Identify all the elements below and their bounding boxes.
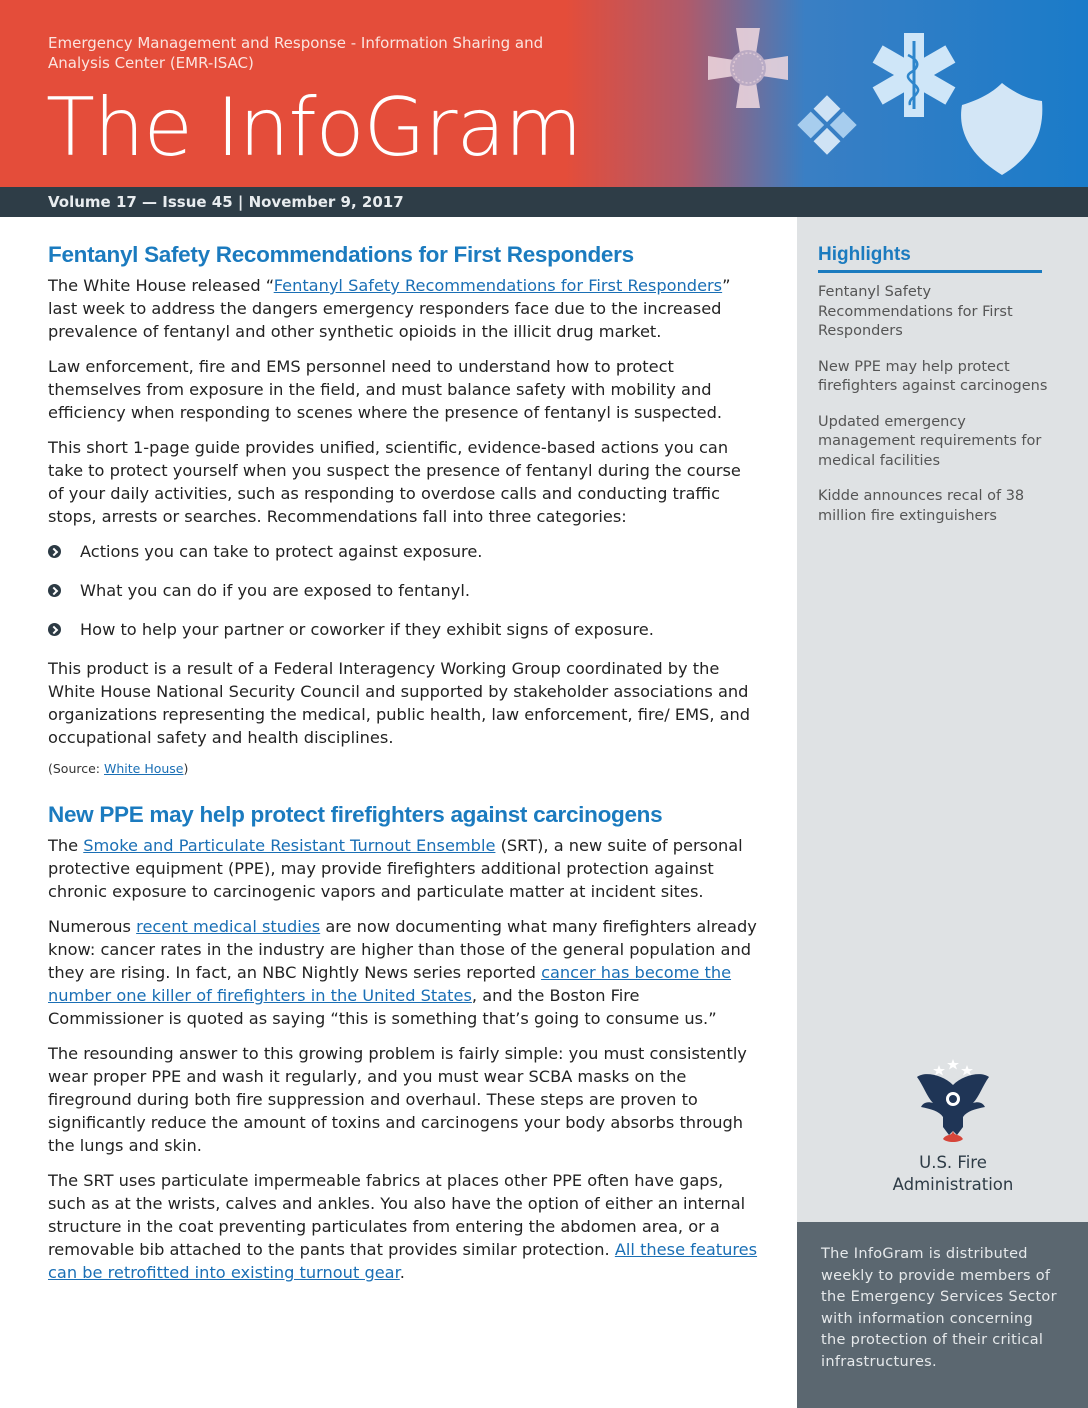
usfa-logo: [863, 1057, 1043, 1195]
article-fentanyl: [48, 240, 760, 776]
header-emblems: [700, 20, 1088, 187]
eagle-logo-icon: [913, 1057, 993, 1147]
publication-title: The InfoGram: [46, 81, 582, 174]
organization-name: Emergency Management and Response - Information Sharing and Analysis Center (EMR-ISAC): [48, 34, 544, 72]
main-column: [48, 240, 760, 1296]
police-badge-icon: [961, 83, 1042, 175]
usfa-name-line1: U.S. Fire: [919, 1153, 987, 1172]
highlight-item[interactable]: Fentanyl Safety Recommendations for First Responders: [818, 284, 1013, 339]
star-of-life-icon: [873, 33, 956, 117]
highlight-item[interactable]: Updated emergency management requirements for medical facilities: [818, 413, 1042, 469]
maltese-cross-icon: [708, 28, 788, 108]
text-span: The White House released “: [48, 276, 274, 295]
text-span: ” last week to address the dangers emergency responders face due to the increased prevalence of fentanyl and other synthetic opioids in the illicit drug market.: [48, 276, 731, 341]
article-paragraph: Law enforcement, fire and EMS personnel need to understand how to protect themselves from exposure in the field, and must balance safety with mobility and efficiency when responding to scenes where the presence of fentanyl is suspected.: [48, 357, 723, 422]
category-list: [48, 540, 760, 641]
chevron-right-icon: [48, 545, 61, 558]
article-paragraph: [48, 915, 760, 1030]
text-span: Numerous: [48, 917, 137, 936]
list-item-text: Actions you can take to protect against exposure.: [80, 542, 483, 561]
diamond-placard-icon: [797, 95, 856, 154]
sidebar: [797, 217, 1088, 1222]
text-span: (Source:: [48, 761, 104, 776]
article-title: Fentanyl Safety Recommendations for First Responders: [48, 242, 634, 267]
article-ppe: [48, 800, 760, 1284]
text-span: The: [48, 836, 84, 855]
text-span: ): [183, 761, 189, 776]
article-paragraph: [48, 274, 760, 343]
masthead: [0, 0, 1088, 187]
fentanyl-guide-link[interactable]: Fentanyl Safety Recommendations for First Responders: [273, 276, 723, 295]
article-paragraph: This product is a result of a Federal Interagency Working Group coordinated by the White House National Security Council and supported by stakeholder associations and organizations representing the medical, public health, law enforcement, fire/ EMS, and occupational safety and health disciplines.: [48, 659, 751, 747]
issue-info: Volume 17 — Issue 45 | November 9, 2017: [48, 193, 404, 211]
highlights-list: [818, 283, 1050, 542]
srt-ensemble-link[interactable]: Smoke and Particulate Resistant Turnout Ensemble: [83, 836, 496, 855]
list-item-text: What you can do if you are exposed to fentanyl.: [80, 581, 470, 600]
text-span: .: [399, 1263, 405, 1282]
retrofit-link[interactable]: All these features can be retrofitted into existing turnout gear: [48, 1240, 758, 1282]
text-span: , and the Boston Fire Commissioner is quoted as saying “this is something that’s going to consume us.”: [48, 986, 717, 1028]
list-item: [48, 540, 760, 563]
text-span: The SRT uses particulate impermeable fabrics at places other PPE often have gaps, such as at the wrists, calves and ankles. You also have the option of either an internal structure in the coat preventing particulates from entering the abdomen area, or a removable bib attached to the pants that provides similar protection.: [48, 1171, 746, 1259]
highlight-item[interactable]: New PPE may help protect firefighters against carcinogens: [818, 358, 1048, 394]
distribution-note: The InfoGram is distributed weekly to provide members of the Emergency Services Sector with information concerning the protection of their critical infrastructures.: [821, 1246, 1057, 1370]
source-citation: [48, 761, 760, 776]
nbc-cancer-link[interactable]: cancer has become the number one killer of firefighters in the United States: [48, 963, 732, 1005]
article-title: New PPE may help protect firefighters against carcinogens: [48, 802, 663, 827]
distribution-note-box: [797, 1222, 1088, 1408]
list-item: [48, 618, 760, 641]
highlights-heading: Highlights: [818, 243, 1042, 273]
article-paragraph: [48, 1169, 760, 1284]
usfa-name-line2: Administration: [892, 1175, 1014, 1194]
highlight-item[interactable]: Kidde announces recal of 38 million fire extinguishers: [818, 488, 1025, 524]
white-house-source-link[interactable]: White House: [104, 761, 184, 776]
issue-bar: [0, 187, 1088, 217]
list-item-text: How to help your partner or coworker if they exhibit signs of exposure.: [80, 620, 654, 639]
article-paragraph: The resounding answer to this growing problem is fairly simple: you must consistently wear proper PPE and wash it regularly, and you must wear SCBA masks on the fireground during both fire suppression and overhaul. These steps are proven to significantly reduce the amount of toxins and carcinogens your body absorbs through the lungs and skin.: [48, 1044, 747, 1155]
article-paragraph: [48, 834, 760, 903]
article-paragraph: This short 1-page guide provides unified, scientific, evidence-based actions you can take to protect yourself when you suspect the presence of fentanyl during the course of your daily activities, such as responding to overdose calls and conducting traffic stops, arrests or searches. Recommendations fall into three categories:: [48, 438, 741, 526]
chevron-right-icon: [48, 623, 61, 636]
list-item: [48, 579, 760, 602]
text-span: are now documenting what many firefighters already know: cancer rates in the industry are higher than those of the general population and they are rising. In fact, an NBC Nightly News series reported: [48, 917, 757, 982]
text-span: (SRT), a new suite of personal protective equipment (PPE), may provide firefighters additional protection against chronic exposure to carcinogenic vapors and particulate matter at incident sites.: [48, 836, 743, 901]
medical-studies-link[interactable]: recent medical studies: [136, 917, 321, 936]
chevron-right-icon: [48, 584, 61, 597]
